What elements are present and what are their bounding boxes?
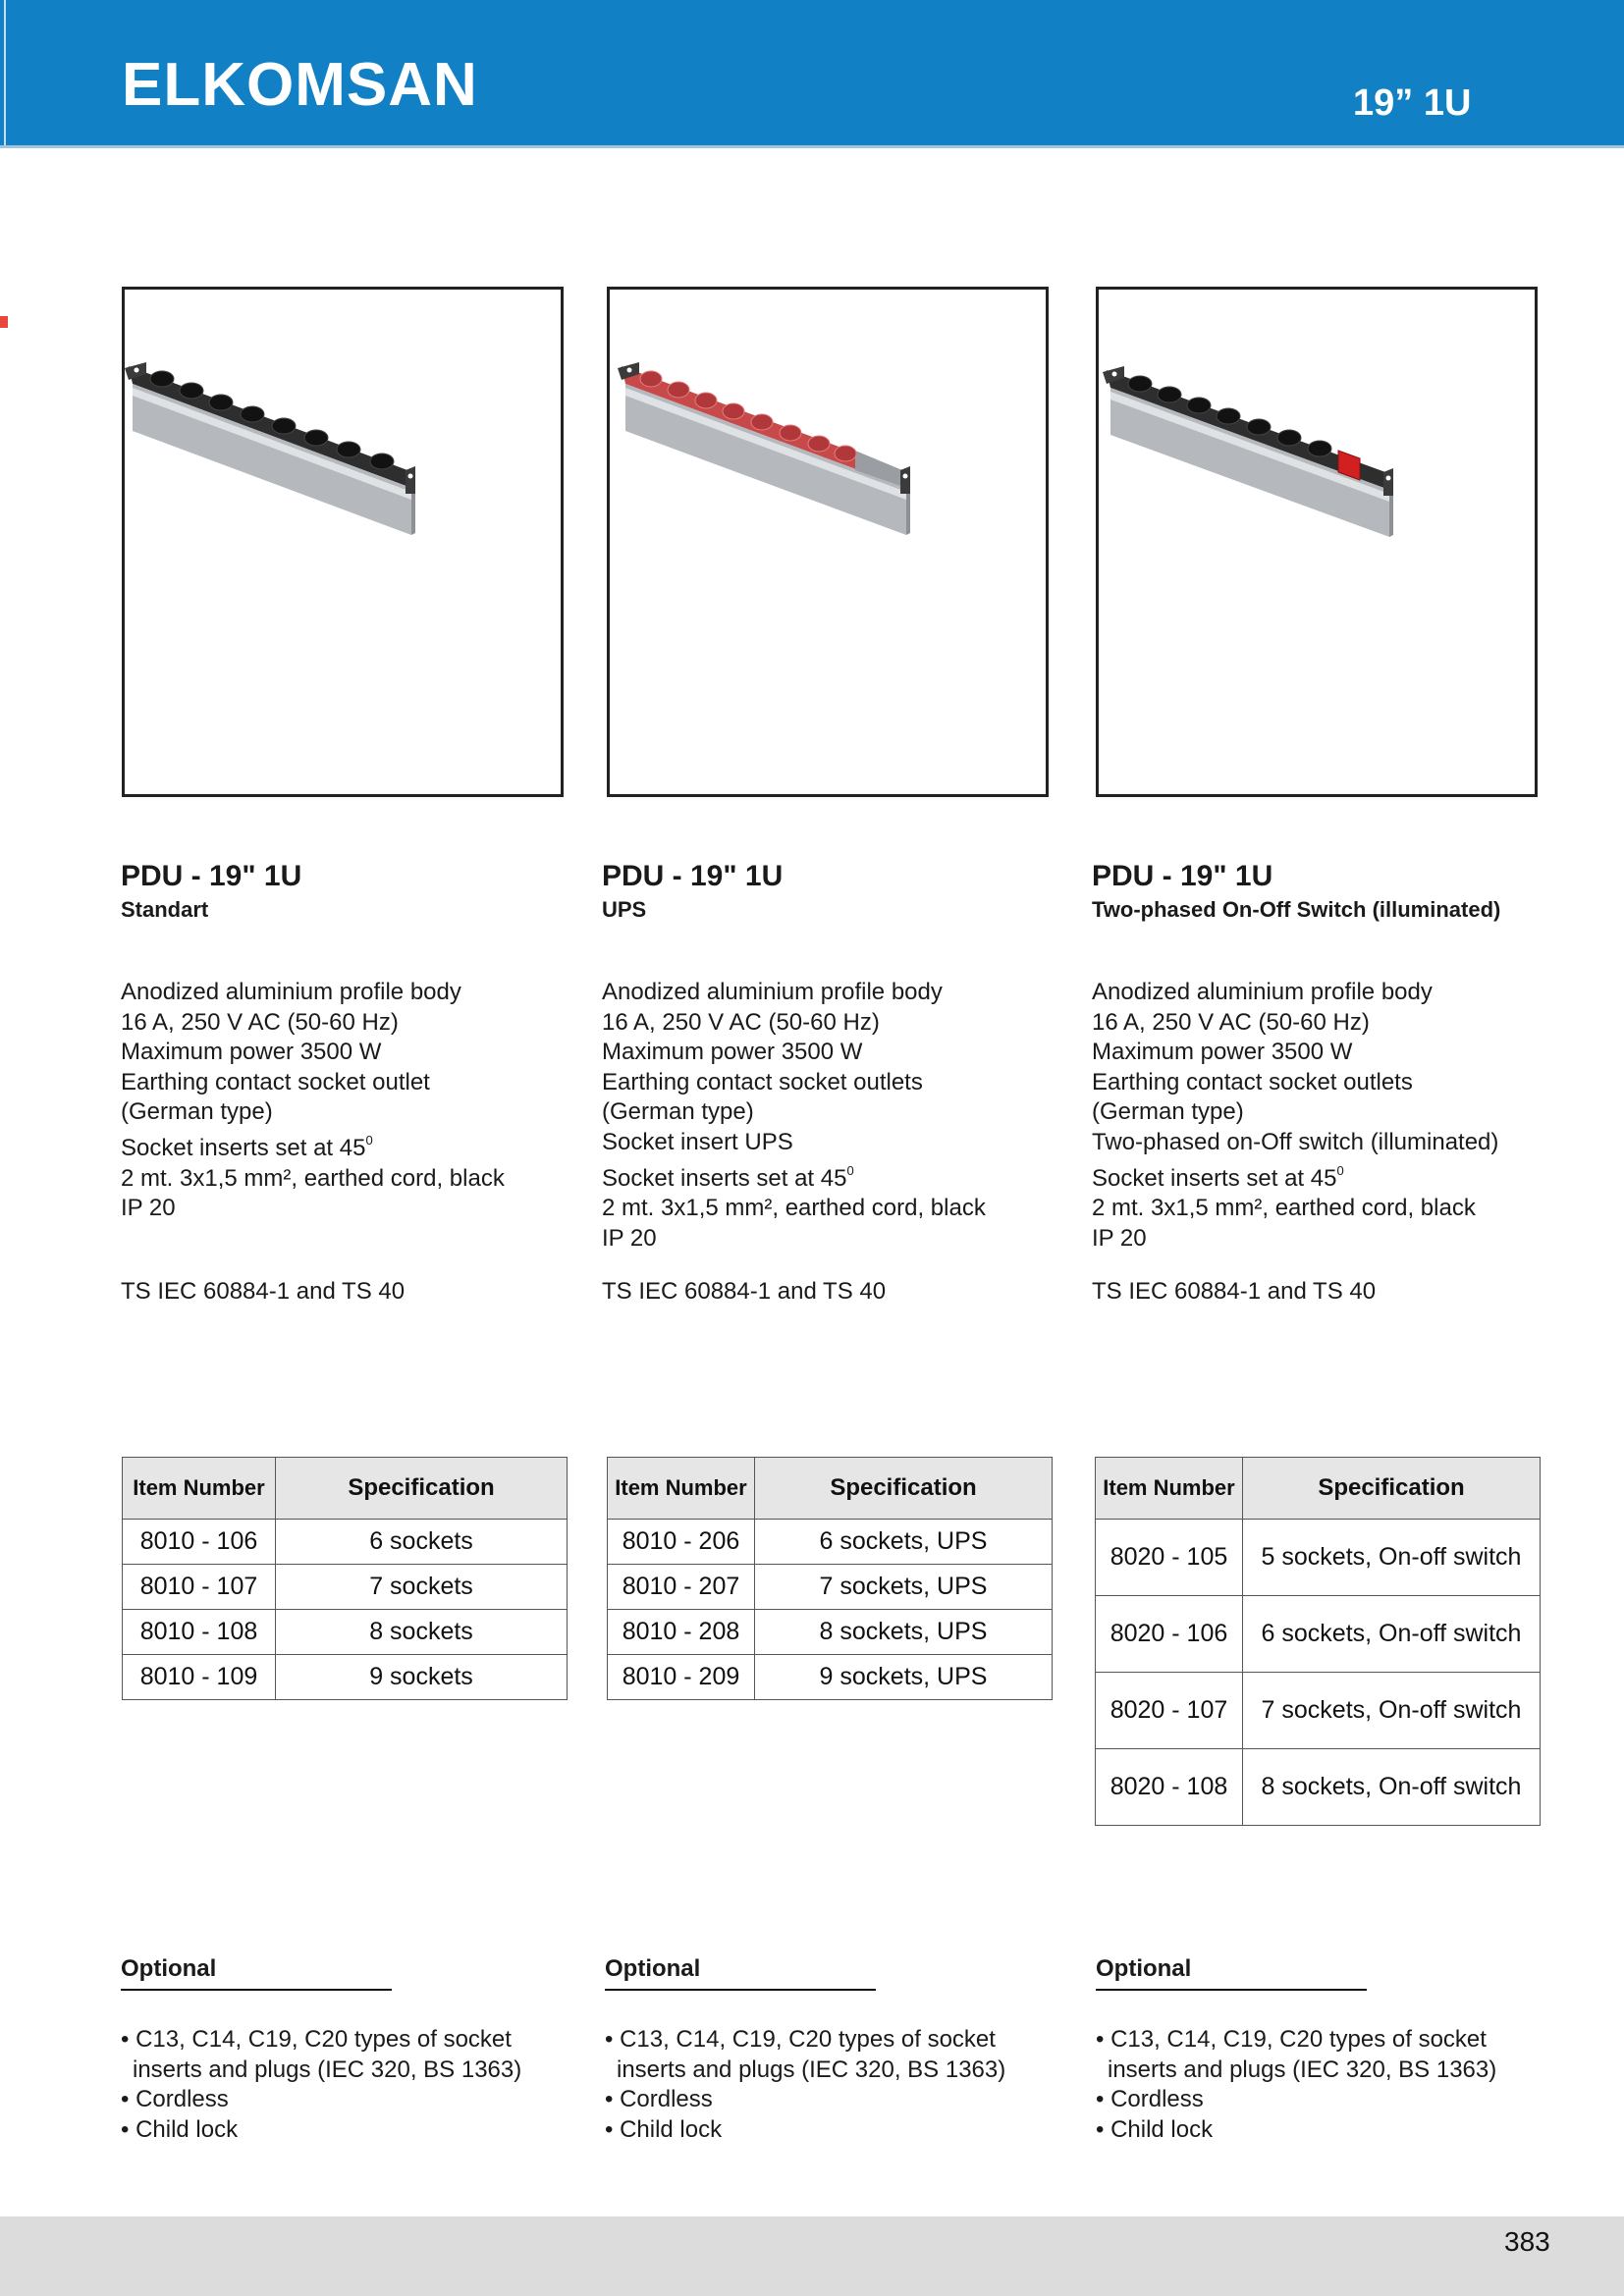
feature-text: Socket inserts set at 45 [121,1134,366,1161]
product-title: PDU - 19" 1U [1092,860,1273,892]
optional-item: inserts and plugs (IEC 320, BS 1363) [1108,2056,1497,2083]
side-marker [0,316,8,328]
feature-item: Anodized aluminium profile body [121,979,461,1005]
table-row [123,1655,568,1700]
spec-table [607,1457,1053,1700]
spec-cell: 8 sockets, UPS [755,1610,1053,1655]
product-subtitle: Two-phased On-Off Switch (illuminated) [1092,897,1501,922]
product-photo-frame [607,287,1049,797]
feature-item: Anodized aluminium profile body [602,979,943,1005]
table-row [1096,1673,1541,1749]
optional-item: • Cordless [121,2086,229,2113]
item-number-cell: 8010 - 206 [608,1520,755,1565]
item-number-cell: 8020 - 107 [1096,1673,1243,1749]
pdu-ups-image [610,290,1046,794]
specification-header: Specification [1243,1458,1541,1520]
standard-reference: TS IEC 60884-1 and TS 40 [121,1278,406,1305]
footer-bar [0,2216,1624,2296]
feature-text: Socket inserts set at 45 [1092,1164,1337,1192]
spec-table [1095,1457,1541,1826]
item-number-cell: 8020 - 108 [1096,1749,1243,1826]
optional-item: • C13, C14, C19, C20 types of socket [1096,2026,1487,2053]
spec-cell: 6 sockets [276,1520,568,1565]
item-number-cell: 8010 - 109 [123,1655,276,1700]
feature-item [602,1158,986,1195]
product-title: PDU - 19" 1U [602,860,784,892]
feature-item [1092,1158,1498,1195]
degree-mark: 0 [365,1132,373,1148]
table-row [608,1565,1053,1610]
optional-item: • Child lock [121,2115,239,2143]
spec-cell: 5 sockets, On-off switch [1243,1520,1541,1596]
product-subtitle: UPS [602,897,647,922]
optional-list [605,2025,1005,2145]
optional-item: inserts and plugs (IEC 320, BS 1363) [133,2056,522,2083]
optional-item: • Cordless [1096,2086,1204,2113]
header-divider [4,0,6,147]
table-row [608,1655,1053,1700]
table-row [608,1610,1053,1655]
table-row [1096,1520,1541,1596]
brand-title: ELKOMSAN [122,51,478,119]
table-header-row [608,1458,1053,1520]
item-number-header: Item Number [123,1458,276,1520]
feature-item: 16 A, 250 V AC (50-60 Hz) [121,1008,399,1036]
optional-heading: Optional [121,1957,392,1991]
item-number-cell: 8020 - 106 [1096,1596,1243,1673]
feature-item: Maximum power 3500 W [121,1039,382,1066]
feature-item: Two-phased on-Off switch (illuminated) [1092,1128,1499,1155]
page-number: 383 [1504,2226,1550,2257]
product-photo-frame [122,287,564,797]
feature-item: (German type) [121,1098,273,1126]
item-number-cell: 8010 - 208 [608,1610,755,1655]
feature-list [1092,978,1498,1254]
product-photo-frame [1096,287,1538,797]
standard-reference: TS IEC 60884-1 and TS 40 [1092,1278,1377,1305]
spec-cell: 6 sockets, On-off switch [1243,1596,1541,1673]
feature-item: Anodized aluminium profile body [1092,979,1433,1005]
feature-list [602,978,986,1254]
feature-item: 2 mt. 3x1,5 mm², earthed cord, black [1092,1195,1476,1222]
item-number-cell: 8010 - 106 [123,1520,276,1565]
spec-cell: 8 sockets [276,1610,568,1655]
feature-item: (German type) [1092,1098,1244,1126]
item-number-cell: 8010 - 108 [123,1610,276,1655]
item-number-header: Item Number [608,1458,755,1520]
table-row [1096,1749,1541,1826]
optional-item: • C13, C14, C19, C20 types of socket [121,2026,512,2053]
optional-item: • Child lock [605,2115,723,2143]
spec-cell: 7 sockets, On-off switch [1243,1673,1541,1749]
item-number-cell: 8020 - 105 [1096,1520,1243,1596]
pdu-standard-image [125,290,561,794]
item-number-header: Item Number [1096,1458,1243,1520]
feature-item: Earthing contact socket outlets [602,1068,923,1095]
table-row [123,1610,568,1655]
product-ups [601,0,1062,2296]
spec-cell: 7 sockets, UPS [755,1565,1053,1610]
spec-cell: 9 sockets, UPS [755,1655,1053,1700]
spec-table [122,1457,568,1700]
feature-item: 2 mt. 3x1,5 mm², earthed cord, black [602,1195,986,1222]
feature-item: 2 mt. 3x1,5 mm², earthed cord, black [121,1164,505,1192]
optional-item: • Cordless [605,2086,713,2113]
feature-item: Maximum power 3500 W [602,1039,863,1066]
product-standard [120,0,581,2296]
item-number-cell: 8010 - 209 [608,1655,755,1700]
product-subtitle: Standart [121,897,209,922]
rack-size-label: 19” 1U [1353,82,1472,124]
feature-item: Socket insert UPS [602,1128,793,1155]
spec-cell: 6 sockets, UPS [755,1520,1053,1565]
feature-item: IP 20 [602,1224,657,1252]
optional-item: inserts and plugs (IEC 320, BS 1363) [617,2056,1006,2083]
table-row [1096,1596,1541,1673]
degree-mark: 0 [1336,1162,1344,1178]
spec-cell: 8 sockets, On-off switch [1243,1749,1541,1826]
feature-item: 16 A, 250 V AC (50-60 Hz) [602,1008,880,1036]
degree-mark: 0 [846,1162,854,1178]
pdu-switch-image [1099,290,1535,794]
feature-item: 16 A, 250 V AC (50-60 Hz) [1092,1008,1370,1036]
optional-heading: Optional [1096,1957,1367,1991]
feature-item: Earthing contact socket outlets [1092,1068,1413,1095]
optional-heading: Optional [605,1957,876,1991]
table-row [123,1565,568,1610]
feature-item: Maximum power 3500 W [1092,1039,1353,1066]
feature-item: IP 20 [1092,1224,1147,1252]
spec-cell: 7 sockets [276,1565,568,1610]
specification-header: Specification [276,1458,568,1520]
optional-list [121,2025,521,2145]
standard-reference: TS IEC 60884-1 and TS 40 [602,1278,887,1305]
table-header-row [123,1458,568,1520]
feature-item [121,1128,505,1164]
optional-item: • C13, C14, C19, C20 types of socket [605,2026,996,2053]
feature-text: Socket inserts set at 45 [602,1164,847,1192]
item-number-cell: 8010 - 207 [608,1565,755,1610]
table-row [608,1520,1053,1565]
feature-item: IP 20 [121,1195,176,1222]
item-number-cell: 8010 - 107 [123,1565,276,1610]
table-row [123,1520,568,1565]
optional-item: • Child lock [1096,2115,1214,2143]
optional-list [1096,2025,1496,2145]
feature-item: Earthing contact socket outlet [121,1068,430,1095]
feature-item: (German type) [602,1098,754,1126]
table-header-row [1096,1458,1541,1520]
spec-cell: 9 sockets [276,1655,568,1700]
feature-list [121,978,505,1224]
product-switch [1092,0,1553,2296]
product-title: PDU - 19" 1U [121,860,302,892]
specification-header: Specification [755,1458,1053,1520]
